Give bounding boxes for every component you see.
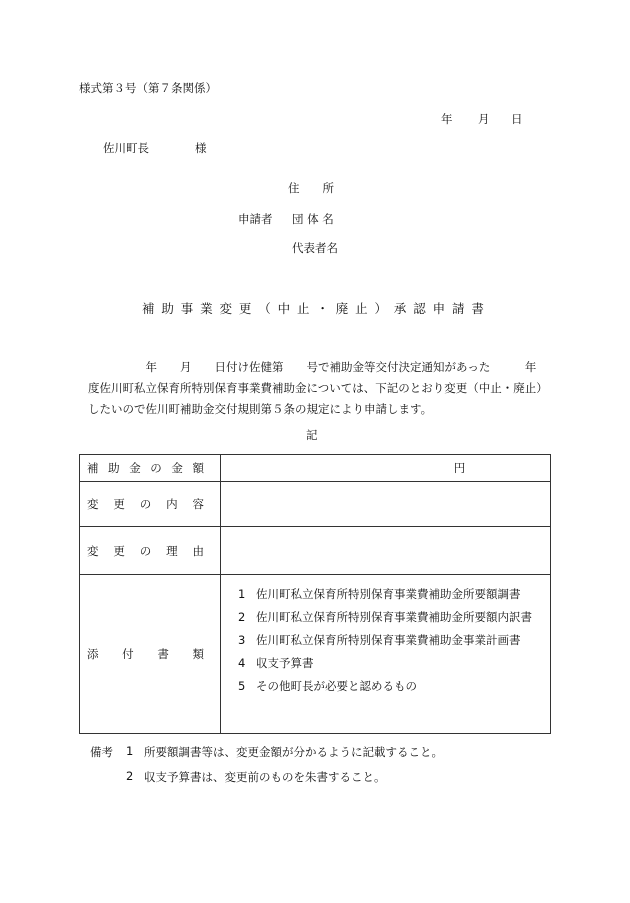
change-content-label: 変 更 の 内 容	[80, 482, 221, 527]
body-paragraph	[88, 357, 550, 420]
list-item: 5 その他町長が必要と認めるもの	[238, 679, 417, 693]
note-text: 収支予算書は、変更前のものを朱書すること。	[144, 770, 386, 784]
list-item: 2 佐川町私立保育所特別保育事業費補助金所要額内訳書	[238, 610, 532, 624]
addressee-name: 佐川町長	[103, 141, 149, 155]
applicant-prefix: 申請者	[238, 212, 273, 226]
address-label: 住 所	[288, 181, 334, 195]
date-day-label: 日	[511, 112, 523, 126]
change-reason-label: 変 更 の 理 由	[80, 527, 221, 575]
list-item: 1 佐川町私立保育所特別保育事業費補助金所要額調書	[238, 587, 521, 601]
attachments-list-cell	[221, 575, 551, 734]
representative-label: 代表者名	[292, 241, 338, 255]
body-line: 年 月 日付け佐健第 号で補助金等交付決定通知があった 年	[88, 360, 537, 374]
change-content-value[interactable]	[221, 482, 551, 527]
body-line: したいので佐川町補助金交付規則第５条の規定により申請します。	[88, 402, 433, 416]
date-month-label: 月	[478, 112, 490, 126]
note-text: 所要額調書等は、変更金額が分かるように記載すること。	[144, 745, 443, 759]
table-row	[80, 482, 551, 527]
subsidy-amount-label: 補 助 金 の 金 額	[80, 455, 221, 482]
table-row	[80, 527, 551, 575]
table-row	[80, 575, 551, 734]
addressee-honorific: 様	[195, 141, 207, 155]
body-line: 度佐川町私立保育所特別保育事業費補助金については、下記のとおり変更（中止・廃止）	[88, 381, 548, 395]
ki-heading: 記	[306, 428, 318, 442]
details-table	[79, 454, 551, 734]
list-item: 4 収支予算書	[238, 656, 314, 670]
list-item: 3 佐川町私立保育所特別保育事業費補助金事業計画書	[238, 633, 521, 647]
date-year-label: 年	[441, 112, 453, 126]
subsidy-amount-value[interactable]: 円	[221, 455, 551, 482]
notes-label: 備考	[90, 745, 113, 759]
table-row	[80, 455, 551, 482]
note-number: 1	[126, 744, 134, 758]
attachments-label: 添 付 書 類	[80, 575, 221, 734]
attachments-list	[221, 575, 550, 698]
note-number: 2	[126, 769, 134, 783]
form-number: 様式第３号（第７条関係）	[79, 81, 217, 95]
page-title: 補助事業変更（中止・廃止）承認申請書	[142, 301, 491, 316]
change-reason-value[interactable]	[221, 527, 551, 575]
group-name-label: 団 体 名	[292, 212, 334, 226]
